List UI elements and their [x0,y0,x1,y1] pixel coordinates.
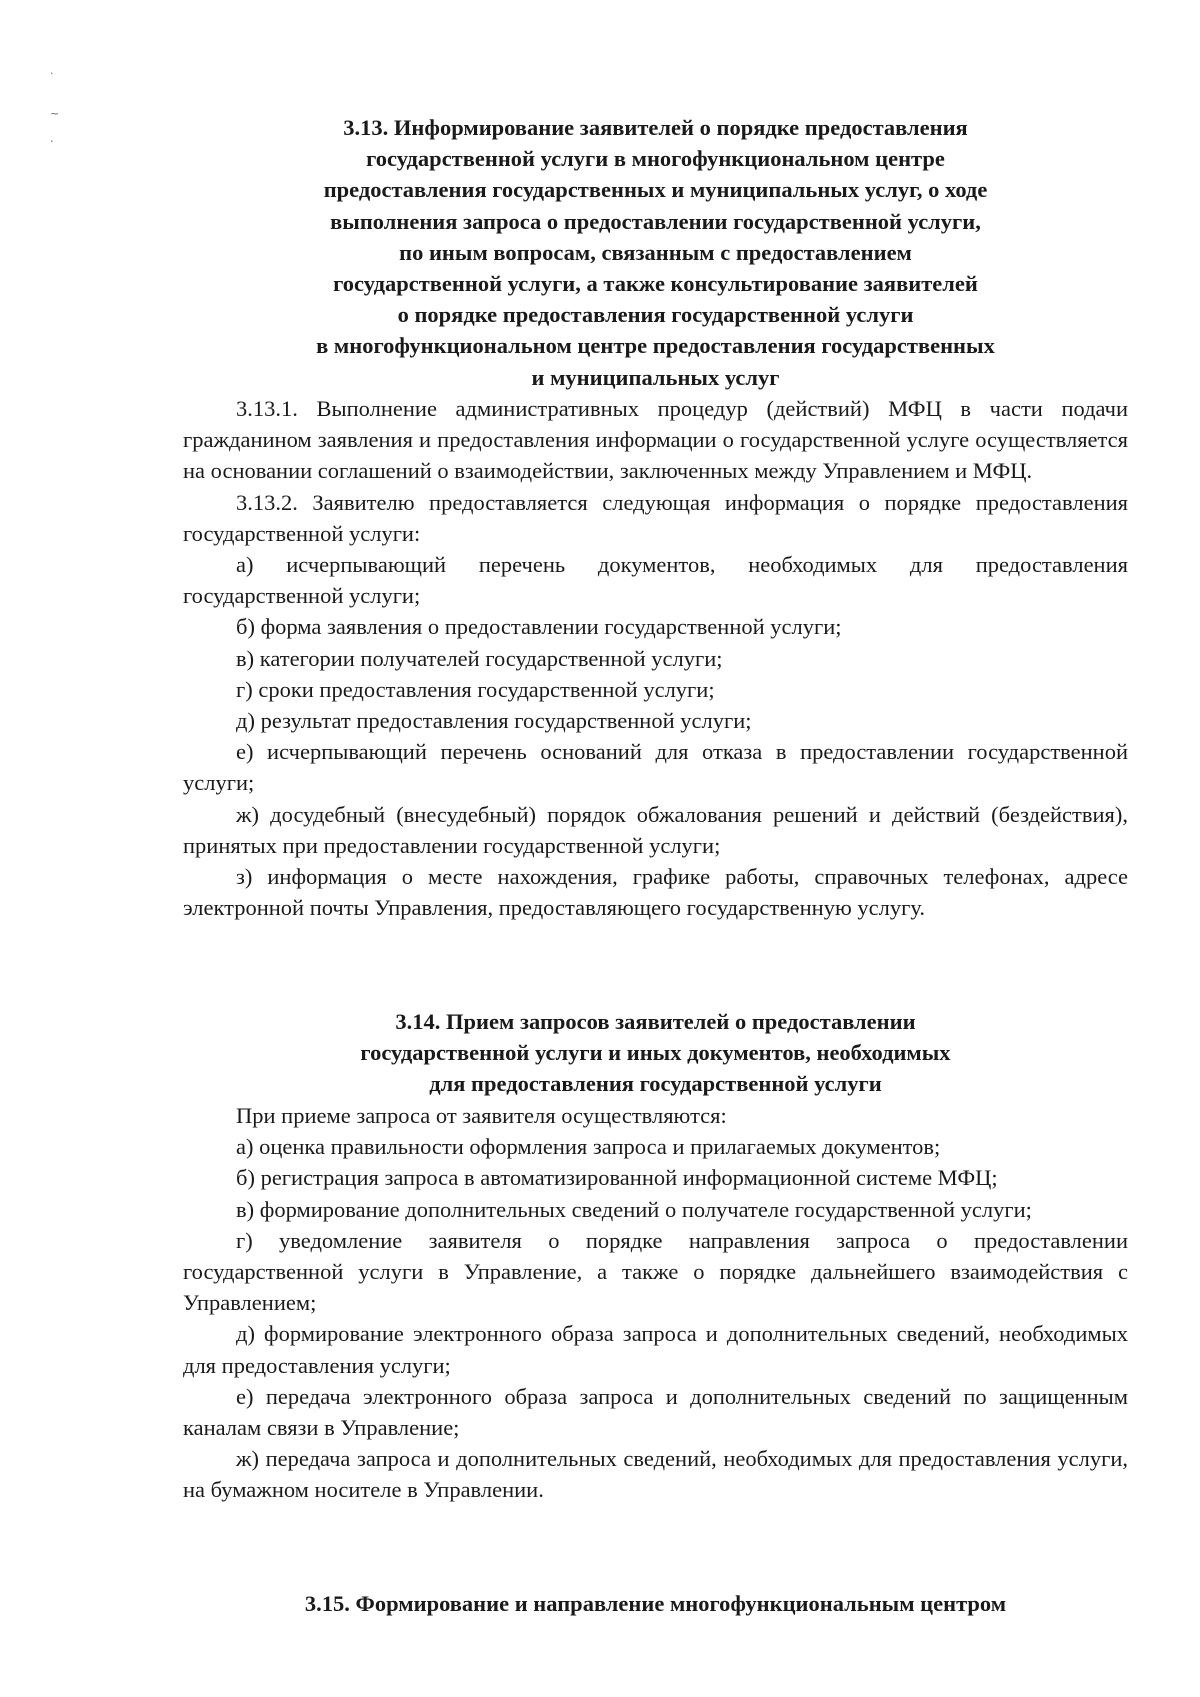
list-item-e: е) исчерпывающий перечень оснований для отказа в предоставлении государственной услуги; [183,739,1128,796]
heading-line: для предоставления государственной услуги [429,1071,882,1097]
list-item-v: в) формирование дополнительных сведений о получателе государственной услуги; [236,1196,1032,1222]
heading-line: по иным вопросам, связанным с предоставлением [399,239,912,265]
heading-line: 3.15. Формирование и направление многофункциональным центром [304,1591,1007,1616]
list-item-z: з) информация о месте нахождения, графике работы, справочных телефонах, адресе электронной почты Управления, предоставляющего государственную услугу. [183,864,1128,921]
paragraph-3-13-1: 3.13.1. Выполнение административных процедур (действий) МФЦ в части подачи гражданином заявления и предоставления информации о государственной услуге осуществляется на основании соглашений о взаимодействии, заключенных между Управлением и МФЦ. [183,396,1128,484]
list-item-a: а) исчерпывающий перечень документов, необходимых для предоставления государственной услуги; [183,552,1128,609]
list-item-d: д) формирование электронного образа запроса и дополнительных сведений, необходимых для предоставления услуги; [183,1321,1128,1378]
list-item-d: д) результат предоставления государственной услуги; [236,708,752,734]
heading-line: предоставления государственных и муниципальных услуг, о ходе [323,177,988,203]
heading-line: государственной услуги, а также консультирование заявителей [333,271,978,297]
list-item-zh: ж) передача запроса и дополнительных сведений, необходимых для предоставления услуги, на бумажном носителе в Управлении. [183,1446,1128,1503]
heading-line: и муниципальных услуг [531,364,780,390]
heading-line: о порядке предоставления государственной услуги [397,302,914,328]
section-3-14-heading [183,1006,1128,1100]
scan-mark: · [50,135,54,148]
heading-line: 3.13. Информирование заявителей о порядке предоставления [343,115,968,140]
section-3-13-heading [183,112,1128,393]
intro-paragraph: При приеме запроса от заявителя осуществляются: [236,1103,727,1128]
section-3-13-body [183,393,1128,923]
list-item-g: г) уведомление заявителя о порядке направления запроса о предоставлении государственной услуги в Управление, а также о порядке дальнейшего взаимодействия с Управлением; [183,1227,1128,1316]
scan-mark: · [50,67,54,80]
list-item-b: б) форма заявления о предоставлении государственной услуги; [236,614,842,640]
list-item-zh: ж) досудебный (внесудебный) порядок обжалования решений и действий (бездействия), принятых при предоставлении государственной услуги; [183,801,1128,858]
section-3-14-body [183,1100,1128,1506]
heading-line: государственной услуги в многофункциональном центре [366,146,945,172]
list-item-a: а) оценка правильности оформления запроса и прилагаемых документов; [236,1134,941,1160]
list-item-g: г) сроки предоставления государственной услуги; [236,676,715,702]
section-3-15-heading [183,1588,1128,1619]
scan-mark: ~ [50,107,60,120]
heading-line: выполнения запроса о предоставлении государственной услуги, [330,208,981,234]
heading-line: в многофункциональном центре предоставления государственных [316,333,995,359]
list-item-v: в) категории получателей государственной услуги; [236,645,723,671]
heading-line: 3.14. Прием запросов заявителей о предоставлении [395,1009,916,1034]
paragraph-3-13-2: 3.13.2. Заявителю предоставляется следующая информация о порядке предоставления государственной услуги: [183,489,1128,546]
list-item-e: е) передача электронного образа запроса и дополнительных сведений по защищенным каналам связи в Управление; [183,1383,1128,1441]
heading-line: государственной услуги и иных документов, необходимых [360,1040,951,1066]
list-item-b: б) регистрация запроса в автоматизированной информационной системе МФЦ; [236,1165,998,1191]
